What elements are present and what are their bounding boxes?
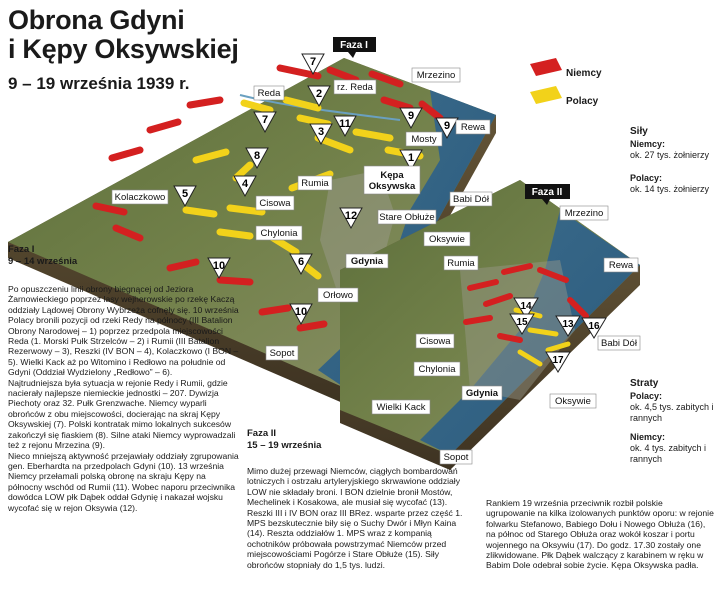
polish-line <box>220 232 250 236</box>
forces-title: Siły <box>630 126 648 137</box>
svg-text:Chylonia: Chylonia <box>418 364 456 375</box>
svg-text:8: 8 <box>253 150 261 162</box>
svg-text:15: 15 <box>516 317 528 328</box>
svg-text:9: 9 <box>443 120 451 132</box>
svg-text:Babi Dół: Babi Dół <box>453 194 489 205</box>
svg-text:13: 13 <box>562 319 574 330</box>
svg-text:7: 7 <box>261 114 269 126</box>
svg-text:Babi Dół: Babi Dół <box>601 338 637 349</box>
label-stare-obluze <box>378 210 436 224</box>
phase1-paragraph: Najtrudniejsza była sytuacja w rejonie Redy i Rumii, gdzie nacierały najlepsze niemieckie jednostki – 207. Dywizja Piechoty oraz 32. Pułk Grenzwache. Niemcy wyparli obrońców z obu miejscowości, docierając na skraj Kępy Oksywskiej (7). Polski kontratak mimo lokalnych sukcesów zakończył się fiaskiem (8). Silne ataki Niemcy wyprowadzali też z rejonu Mrzezina (9). <box>8 377 236 451</box>
phase1-heading-dates: 9 – 14 września <box>8 256 78 267</box>
phase1-paragraph: Po opuszczeniu linii obrony biegnącej od Jeziora Żarnowieckiego poprzez lasy wejherowskie po rzekę Kaczą oddziały Lądowej Obrony Wybrzeża cofnęły się. 10 września Polacy bronili pozycji od rzeki Redy na północy (III Batalion Obrony Narodowej – 1) poprzez przedpola miejscowości Reda (1. Morski Pułk Strzelców – 2) i Rumii (III Batalion Rezerwowy – 3), Reszki (IV BON – 4), Kolaczkowo (I BON – 5). Wielki Kack aż po Witomino i Redłowo na południe od Gdyni (Oddział Wydzielony „Redłowo” – 6). <box>8 284 239 378</box>
svg-text:Mosty: Mosty <box>411 134 437 145</box>
svg-text:Gdynia: Gdynia <box>465 388 499 399</box>
svg-text:Kolaczkowo: Kolaczkowo <box>114 192 166 203</box>
label-oksywie-1 <box>424 232 470 246</box>
label-babi-dol-2 <box>598 336 640 350</box>
svg-text:Cisowa: Cisowa <box>259 198 291 209</box>
svg-text:Chylonia: Chylonia <box>260 228 298 239</box>
label-chylonia-2 <box>414 362 460 376</box>
svg-text:10: 10 <box>212 260 226 272</box>
svg-text:Oksywie: Oksywie <box>555 396 591 407</box>
svg-text:11: 11 <box>339 118 351 130</box>
forces-german-label: Niemcy: <box>630 139 666 149</box>
phase2-heading-title: Faza II <box>247 428 277 439</box>
label-mrzezino-2 <box>560 206 608 220</box>
title-line-2: i Kępy Oksywskiej <box>8 34 239 64</box>
phase1-paragraph: Nieco mniejszą aktywność przejawiały oddziały zgrupowania gen. Eberhardta na przedpolach Gdyni (10). 13 września Niemcy przełamali polską obronę na skraju Kępy na północny wschód od Rumii (11). Wobec naporu przeciwnika dowódca LOW płk Dąbek oddał Gdynię i nakazał wojsku wycofać się w rejon Oksywia (12). <box>8 450 239 513</box>
phase1-heading-title: Faza I <box>8 244 35 255</box>
svg-text:Sopot: Sopot <box>443 452 469 463</box>
svg-text:Wielki Kack: Wielki Kack <box>376 402 426 413</box>
label-orlowo <box>318 288 358 302</box>
svg-text:12: 12 <box>344 210 358 222</box>
svg-text:Rewa: Rewa <box>460 122 486 133</box>
forces-german-value: ok. 27 tys. żołnierzy <box>630 150 710 160</box>
label-rumia-1 <box>298 176 332 190</box>
title-line-1: Obrona Gdyni <box>8 5 185 35</box>
label-gdynia-2 <box>462 386 502 400</box>
german-line <box>300 324 324 328</box>
svg-text:Gdynia: Gdynia <box>350 256 384 267</box>
label-reda <box>254 86 284 100</box>
label-mrzezino-1 <box>412 68 460 82</box>
label-chylonia-1 <box>256 226 302 240</box>
german-line <box>112 150 140 158</box>
label-rz-reda <box>334 80 376 94</box>
label-wielki-kack <box>372 400 430 414</box>
svg-text:17: 17 <box>552 355 564 366</box>
forces-polish-value: ok. 14 tys. żołnierzy <box>630 184 710 194</box>
svg-text:Reda: Reda <box>257 88 281 99</box>
svg-text:9: 9 <box>407 110 415 122</box>
svg-text:Faza II: Faza II <box>531 187 563 198</box>
svg-text:2: 2 <box>315 88 323 100</box>
svg-text:6: 6 <box>297 256 305 268</box>
svg-text:Stare Obłuże: Stare Obłuże <box>379 212 435 223</box>
legend-label-niemcy: Niemcy <box>566 68 602 79</box>
label-mosty <box>406 132 442 146</box>
svg-text:5: 5 <box>181 188 189 200</box>
svg-text:10: 10 <box>294 306 308 318</box>
svg-text:Mrzezino: Mrzezino <box>564 208 604 219</box>
svg-text:Rumia: Rumia <box>447 258 475 269</box>
svg-text:1: 1 <box>407 152 415 164</box>
polish-line <box>186 210 214 214</box>
label-cisowa-1 <box>256 196 294 210</box>
svg-text:14: 14 <box>520 301 532 312</box>
svg-text:Orłowo: Orłowo <box>322 290 354 301</box>
german-line <box>190 100 220 105</box>
losses-german-value: ok. 4 tys. zabitych i rannych <box>630 443 707 464</box>
date-subtitle: 9 – 19 września 1939 r. <box>8 74 190 93</box>
label-babi-dol-1 <box>450 192 492 206</box>
svg-text:KępaOksywska: Kępa Oksywska <box>368 170 416 192</box>
label-oksywie-2 <box>550 394 596 408</box>
svg-text:4: 4 <box>241 178 249 190</box>
svg-text:Faza I: Faza I <box>340 40 368 51</box>
legend-swatch-polacy <box>530 86 562 104</box>
map2-urban <box>460 260 575 400</box>
legend <box>530 58 562 104</box>
forces-polish-label: Polacy: <box>630 173 663 183</box>
svg-text:Cisowa: Cisowa <box>419 336 451 347</box>
phase2-conclusion <box>486 498 714 571</box>
forces-panel <box>630 126 709 195</box>
svg-text:Sopot: Sopot <box>269 348 295 359</box>
phase2-description <box>247 466 473 570</box>
label-cisowa-2 <box>416 334 454 348</box>
german-line <box>150 122 178 130</box>
phase1-tag <box>333 37 376 58</box>
phase2-paragraph: Mimo dużej przewagi Niemców, ciągłych bombardowań lotniczych i ostrzału artyleryjskiego skrwawione oddziały LOW nie składały broni. I BON dzielnie bronił Mostów, Mechelinek i Kosakowa, ale musiał się wycofać (13). Reszki III i IV BON oraz III BRez. wsparte przez część 1. MPS bezskutecznie biły się o Suchy Dwór i Młyn Kaina (14). Reszta oddziałów 1. MPS wraz z kompanią ochotników próbowała powstrzymać Niemców przed miejscowościami Pogórze i Stare Obłuże (15). Siły obrońców stopniały do 1,5 tys. ludzi. <box>247 466 463 570</box>
losses-panel <box>630 378 716 465</box>
phase1-heading <box>8 244 77 268</box>
german-line <box>466 318 490 322</box>
phase2-heading-dates: 15 – 19 września <box>247 440 322 451</box>
losses-polish-label: Polacy: <box>630 391 663 401</box>
label-rewa-1 <box>456 120 490 134</box>
label-rumia-2 <box>444 256 478 270</box>
label-gdynia-1 <box>346 254 388 268</box>
svg-text:Mrzezino: Mrzezino <box>416 70 456 81</box>
german-line <box>220 280 250 282</box>
svg-text:Rewa: Rewa <box>608 260 634 271</box>
label-sopot-1 <box>266 346 298 360</box>
label-sopot-2 <box>440 450 472 464</box>
phase1-description <box>8 284 240 513</box>
german-line <box>500 336 520 340</box>
german-line <box>262 308 288 312</box>
losses-title: Straty <box>630 378 659 389</box>
svg-text:7: 7 <box>309 56 317 68</box>
phase2-conclusion-paragraph: Rankiem 19 września przeciwnik rozbił polskie ugrupowanie na kilka izolowanych punktów oporu: w rejonie folwarku Stefanowo, Babiego Dołu i Nowego Obłuża (16), na północ od Starego Obłuża oraz wokół koszar i portu wojennego na Oksywiu (17). Do godz. 17.30 zostały one zlikwidowane. Płk Dąbek walczący z karabinem w ręku w Babim Dole odebrał sobie życie. Kępa Oksywska padła. <box>486 498 714 571</box>
svg-text:Oksywie: Oksywie <box>429 234 465 245</box>
svg-text:16: 16 <box>588 321 600 332</box>
svg-text:Rumia: Rumia <box>301 178 329 189</box>
legend-label-polacy: Polacy <box>566 96 599 107</box>
losses-german-label: Niemcy: <box>630 432 666 442</box>
svg-text:3: 3 <box>317 126 325 138</box>
losses-polish-value: ok. 4,5 tys. zabitych i rannych <box>630 402 714 423</box>
label-kolaczkowo <box>112 190 168 204</box>
label-rewa-2 <box>604 258 638 272</box>
label-kepa-oksywska <box>364 166 420 194</box>
svg-text:rz. Reda: rz. Reda <box>337 82 373 93</box>
legend-swatch-niemcy <box>530 58 562 76</box>
phase2-heading <box>247 428 321 452</box>
